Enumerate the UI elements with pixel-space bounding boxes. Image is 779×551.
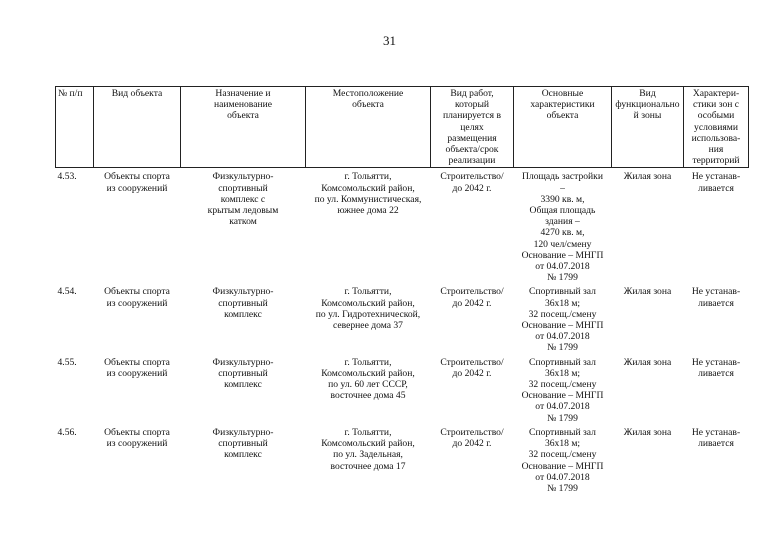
row-characteristics: Спортивный зал 36х18 м; 32 посещ./смену Основание – МНГП от 04.07.2018 № 1799 xyxy=(521,426,604,494)
row-functional-zone: Жилая зона xyxy=(623,426,672,438)
row-special-zones: Не устанав- ливается xyxy=(691,171,741,194)
row-functional-zone: Жилая зона xyxy=(623,171,672,183)
row-works: Строительство/ до 2042 г. xyxy=(440,426,504,450)
row-number: 4.55. xyxy=(57,356,77,368)
row-special-zones: Не устанав- ливается xyxy=(691,286,741,309)
row-special-zones: Не устанав- ливается xyxy=(691,426,741,450)
row-location: г. Тольятти, Комсомольский район, по ул. Задельная, восточнее дома 17 xyxy=(321,426,415,472)
row-location: г. Тольятти, Комсомольский район, по ул. 60 лет СССР, восточнее дома 45 xyxy=(321,356,415,402)
table-row xyxy=(56,424,749,497)
row-purpose: Физкультурно- спортивный комплекс xyxy=(212,356,274,391)
row-functional-zone: Жилая зона xyxy=(623,356,672,368)
page-number: 31 xyxy=(383,33,396,48)
header-functional-zone: Вид функционально й зоны xyxy=(612,87,684,168)
row-purpose: Физкультурно- спортивный комплекс xyxy=(212,426,274,461)
header-object-kind: Вид объекта xyxy=(94,87,181,168)
header-location: Местоположение объекта xyxy=(306,87,431,168)
row-works: Строительство/ до 2042 г. xyxy=(440,171,504,194)
row-characteristics: Спортивный зал 36х18 м; 32 посещ./смену Основание – МНГП от 04.07.2018 № 1799 xyxy=(521,286,604,354)
row-location: г. Тольятти, Комсомольский район, по ул. Гидротехнической, севернее дома 37 xyxy=(315,286,421,332)
header-special-zones: Характери- стики зон с особыми условиями использова- ния территорий xyxy=(684,87,749,168)
row-object-kind: Объекты спорта из сооружений xyxy=(104,171,170,194)
row-number: 4.56. xyxy=(57,426,77,438)
row-functional-zone: Жилая зона xyxy=(623,286,672,298)
row-number: 4.53. xyxy=(57,171,77,183)
table-row xyxy=(56,283,749,353)
row-object-kind: Объекты спорта из сооружений xyxy=(104,286,170,309)
objects-table xyxy=(55,86,749,497)
header-purpose: Назначение и наименование объекта xyxy=(181,87,306,168)
row-number: 4.54. xyxy=(57,286,77,298)
row-special-zones: Не устанав- ливается xyxy=(691,356,741,379)
row-location: г. Тольятти, Комсомольский район, по ул. Коммунистическая, южнее дома 22 xyxy=(314,171,422,217)
table-row xyxy=(56,354,749,424)
row-works: Строительство/ до 2042 г. xyxy=(440,356,504,379)
header-works: Вид работ, который планируется в целях размещения объекта/срок реализации xyxy=(431,87,514,168)
row-object-kind: Объекты спорта из сооружений xyxy=(104,426,170,450)
row-characteristics: Спортивный зал 36х18 м; 32 посещ./смену Основание – МНГП от 04.07.2018 № 1799 xyxy=(521,356,604,424)
table-header-row xyxy=(56,87,749,168)
header-number: № п/п xyxy=(56,87,94,168)
row-works: Строительство/ до 2042 г. xyxy=(440,286,504,309)
row-purpose: Физкультурно- спортивный комплекс xyxy=(212,286,274,320)
row-characteristics: Площадь застройки – 3390 кв. м, Общая площадь здания – 4270 кв. м, 120 чел/смену Основание – МНГП от 04.07.2018 № 1799 xyxy=(521,171,604,284)
table-row xyxy=(56,168,749,284)
header-characteristics: Основные характеристики объекта xyxy=(514,87,612,168)
row-purpose: Физкультурно- спортивный комплекс с крытым ледовым катком xyxy=(207,171,279,228)
row-object-kind: Объекты спорта из сооружений xyxy=(104,356,170,379)
